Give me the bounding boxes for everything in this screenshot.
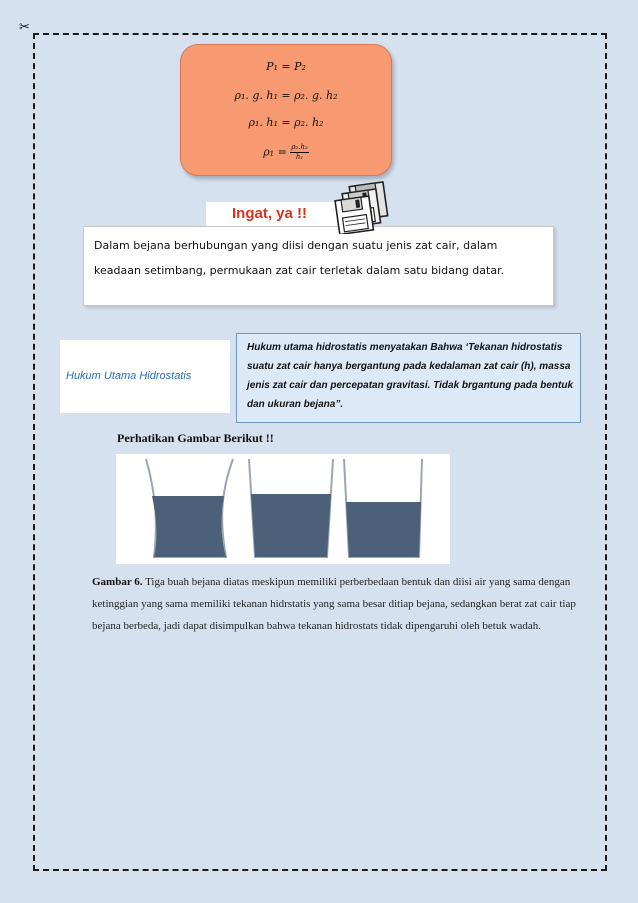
fraction-denominator: h₁ [295,153,304,161]
vessels-illustration [116,454,450,564]
vessel-3-liquid [346,502,421,557]
scissors-icon: ✂ [19,20,30,35]
vessel-2-liquid [251,494,331,557]
figure-heading: Perhatikan Gambar Berikut !! [117,431,274,445]
vessel-1-liquid [152,496,226,557]
equation-simplified: ρ₁. h₁ = ρ₂. h₂ [248,116,324,129]
formula-box [180,44,392,176]
hukum-definition: Hukum utama hidrostatis menyatakan Bahwa ‘Tekanan hidrostatis suatu zat cair hanya bergantung pada kedalaman zat cair (h), massa jenis zat cair dan percepatan gravitasi. Tidak brgantung pada bentuk dan ukuran bejana”. [247,342,574,410]
caption-label: Gambar 6. [92,576,143,588]
equation-pressure-equal: P₁ = P₂ [266,60,306,73]
equation-density [181,143,391,162]
reminder-body: Dalam bejana berhubungan yang diisi dengan suatu jenis zat cair, dalam keadaan setimbang, permukaan zat cair terletak dalam satu bidang datar. [94,239,505,277]
equation-hydrostatic: ρ₁. g. h₁ = ρ₂. g. h₂ [234,89,338,102]
equation-density-fraction [290,143,308,162]
floppy-disk-icon [334,176,406,234]
hukum-label: Hukum Utama Hidrostatis [66,370,192,382]
reminder-box [83,226,554,306]
reminder-title: Ingat, ya !! [206,202,340,226]
hukum-label-box [60,340,230,413]
caption-text: Tiga buah bejana diatas meskipun memiliki perberbedaan bentuk dan diisi air yang sama dengan ketinggian yang sama memiliki tekanan hidrstatis yang sama besar ditiap bejana, sedangkan berat zat cair tiap bejana berbeda, jadi dapat disimpulkan bahwa tekanan hidrostats tidak dipengaruhi oleh betuk wadah. [92,576,576,632]
equation-density-lhs: ρ₁ = [263,145,287,159]
vessels-figure [116,454,450,564]
figure-caption [92,571,582,637]
fraction-numerator: ρ₂.h₂ [291,143,308,151]
hukum-definition-box [236,333,581,423]
